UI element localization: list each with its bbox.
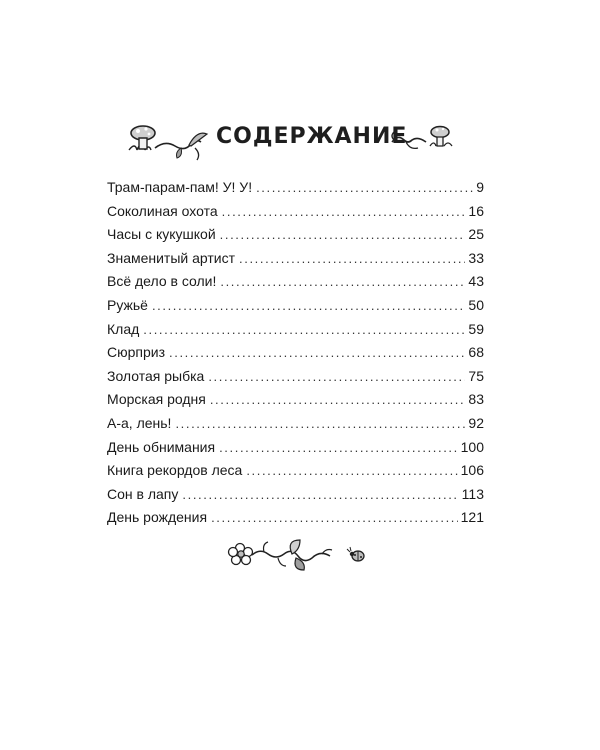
toc-entry-title: День рождения [107, 509, 208, 526]
toc-entry-page: 121 [460, 509, 484, 526]
toc-entry-title: Часы с кукушкой [107, 226, 216, 243]
toc-entry-title: Клад [107, 320, 140, 337]
toc-entry [107, 388, 484, 412]
toc-leader-dots [219, 436, 458, 460]
toc-entry-page: 33 [468, 249, 484, 266]
toc-entry-page: 9 [476, 179, 484, 195]
toc-leader-dots [182, 483, 458, 507]
toc-leader-dots [210, 388, 466, 412]
toc-leader-dots [256, 176, 473, 200]
toc-entry-title: Золотая рыбка [107, 367, 205, 384]
toc-entry-page: 50 [468, 296, 484, 313]
toc-leader-dots [222, 200, 466, 224]
toc-entry-page: 113 [461, 485, 484, 502]
toc-entry-title: День обнимания [107, 438, 216, 455]
toc-entry [107, 365, 484, 389]
toc-entry [107, 294, 484, 318]
toc-entry-title: Всё дело в соли! [107, 273, 217, 290]
toc-entry [107, 412, 484, 436]
toc-leader-dots [175, 412, 465, 436]
page-title: СОДЕРЖАНИЕ [216, 124, 408, 149]
toc-leader-dots [211, 506, 458, 530]
flower-vine-ladybug-icon [226, 538, 374, 572]
toc-entry-page: 100 [460, 438, 484, 455]
toc-entry-title: Сюрприз [107, 344, 166, 361]
toc-entry-title: Трам-парам-пам! У! У! [107, 179, 253, 195]
toc-leader-dots [220, 270, 465, 294]
toc-entry-page: 25 [468, 226, 484, 243]
mushroom-sprout-icon [125, 118, 213, 162]
toc-leader-dots [208, 365, 465, 389]
toc-entry-title: А-а, лень! [107, 414, 172, 431]
toc-entry [107, 341, 484, 365]
toc-entry [107, 247, 484, 271]
toc-entry-title: Знаменитый артист [107, 249, 236, 266]
toc-leader-dots [220, 223, 466, 247]
toc-entry [107, 436, 484, 460]
toc-entry-page: 83 [468, 391, 484, 408]
toc-entry-page: 75 [468, 367, 484, 384]
toc-leader-dots [143, 318, 465, 342]
toc-leader-dots [169, 341, 465, 365]
toc-entry-title: Ружьё [107, 296, 148, 313]
toc-leader-dots [246, 459, 457, 483]
vine-mushroom-icon [388, 118, 460, 162]
toc-entry-title: Соколиная охота [107, 202, 218, 219]
toc-entry [107, 223, 484, 247]
toc-leader-dots [152, 294, 465, 318]
toc-entry-page: 59 [468, 320, 484, 337]
toc-entry-page: 106 [460, 462, 484, 479]
toc-entry [107, 318, 484, 342]
toc-entry-page: 68 [468, 344, 484, 361]
toc-entry-page: 16 [468, 202, 484, 219]
table-of-contents [107, 176, 484, 530]
toc-entry [107, 459, 484, 483]
heading-row [0, 118, 600, 162]
toc-entry [107, 483, 484, 507]
toc-entry [107, 270, 484, 294]
toc-entry-page: 92 [468, 414, 484, 431]
toc-entry-title: Книга рекордов леса [107, 462, 243, 479]
toc-entry [107, 200, 484, 224]
toc-entry [107, 506, 484, 530]
toc-entry [107, 176, 484, 200]
toc-entry-title: Морская родня [107, 391, 206, 408]
toc-entry-page: 43 [468, 273, 484, 290]
toc-leader-dots [239, 247, 465, 271]
toc-entry-title: Сон в лапу [107, 485, 179, 502]
